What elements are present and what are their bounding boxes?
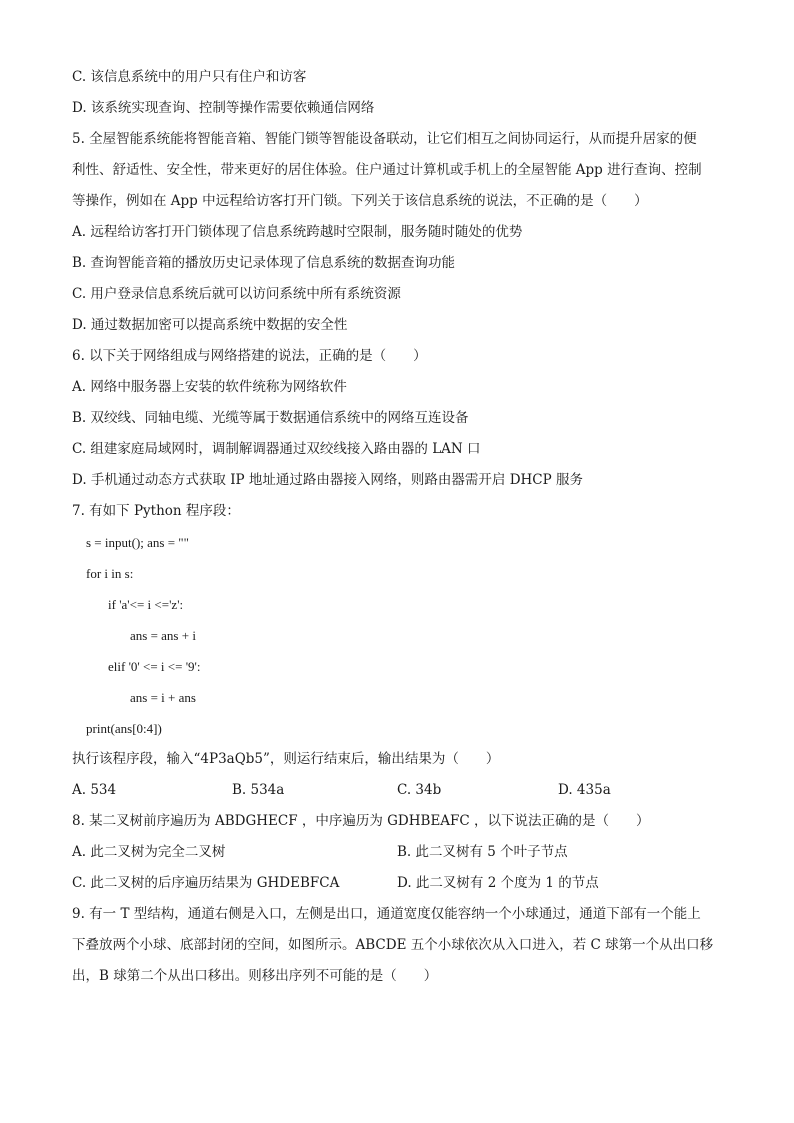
q5-option-a: A. 远程给访客打开门锁体现了信息系统跨越时空限制，服务随时随处的优势 [72, 224, 523, 240]
q4-option-d: D. 该系统实现查询、控制等操作需要依赖通信网络 [72, 100, 375, 116]
q6-stem: 6. 以下关于网络组成与网络搭建的说法，正确的是（ ） [72, 348, 427, 364]
q5-option-c: C. 用户登录信息系统后就可以访问系统中所有系统资源 [72, 286, 401, 302]
code-line: ans = ans + i [130, 628, 196, 643]
q5-stem-line-3: 等操作，例如在 App 中远程给访客打开门锁。下列关于该信息系统的说法，不正确的是（ ） [72, 193, 648, 209]
q7-stem: 7. 有如下 Python 程序段： [72, 503, 240, 519]
code-line: elif '0' <= i <= '9': [108, 659, 201, 674]
q8-stem: 8. 某二叉树前序遍历为 ABDGHECF ，中序遍历为 GDHBEAFC ，以下说法正确的是（ ） [72, 813, 650, 829]
q6-option-b: B. 双绞线、同轴电缆、光缆等属于数据通信系统中的网络互连设备 [72, 410, 469, 426]
q7-question: 执行该程序段，输入“4P3aQb5”，则运行结束后，输出结果为（ ） [72, 751, 500, 767]
q7-option-a: A. 534 [72, 782, 117, 798]
q8-options-row-2 [72, 868, 732, 899]
exam-page [72, 62, 732, 992]
q8-option-a: A. 此二叉树为完全二叉树 [72, 844, 226, 860]
code-line: s = input(); ans = "" [86, 535, 189, 550]
q5-option-b: B. 查询智能音箱的播放历史记录体现了信息系统的数据查询功能 [72, 255, 456, 271]
q5-stem-line-2: 利性、舒适性、安全性，带来更好的居住体验。住户通过计算机或手机上的全屋智能 App 进行查询、控制 [72, 162, 702, 178]
q6-option-a: A. 网络中服务器上安装的软件统称为网络软件 [72, 379, 347, 395]
q7-code-block [72, 527, 732, 744]
q7-option-c: C. 34b [397, 782, 442, 798]
q4-option-c: C. 该信息系统中的用户只有住户和访客 [72, 69, 307, 85]
code-line: print(ans[0:4]) [86, 721, 162, 736]
q9-stem-line-3: 出，B 球第二个从出口移出。则移出序列不可能的是（ ） [72, 968, 438, 984]
q5-option-d: D. 通过数据加密可以提高系统中数据的安全性 [72, 317, 348, 333]
q8-option-c: C. 此二叉树的后序遍历结果为 GHDEBFCA [72, 875, 340, 891]
q7-option-b: B. 534a [232, 782, 285, 798]
q7-options [72, 775, 732, 806]
q6-option-d: D. 手机通过动态方式获取 IP 地址通过路由器接入网络，则路由器需开启 DHCP 服务 [72, 472, 584, 488]
code-line: for i in s: [86, 566, 134, 581]
code-line: if 'a'<= i <='z': [108, 597, 184, 612]
q7-option-d: D. 435a [558, 782, 611, 798]
q5-stem-line-1: 5. 全屋智能系统能将智能音箱、智能门锁等智能设备联动，让它们相互之间协同运行，从而提升居家的便 [72, 131, 697, 147]
q8-option-d: D. 此二叉树有 2 个度为 1 的节点 [397, 875, 599, 891]
q9-stem-line-1: 9. 有一 T 型结构，通道右侧是入口，左侧是出口，通道宽度仅能容纳一个小球通过，通道下部有一个能上 [72, 906, 701, 922]
q8-options-row-1 [72, 837, 732, 868]
code-line: ans = i + ans [130, 690, 196, 705]
q6-option-c: C. 组建家庭局域网时，调制解调器通过双绞线接入路由器的 LAN 口 [72, 441, 481, 457]
q8-option-b: B. 此二叉树有 5 个叶子节点 [397, 844, 568, 860]
q9-stem-line-2: 下叠放两个小球、底部封闭的空间，如图所示。ABCDE 五个小球依次从入口进入，若 C 球第一个从出口移 [72, 937, 714, 953]
